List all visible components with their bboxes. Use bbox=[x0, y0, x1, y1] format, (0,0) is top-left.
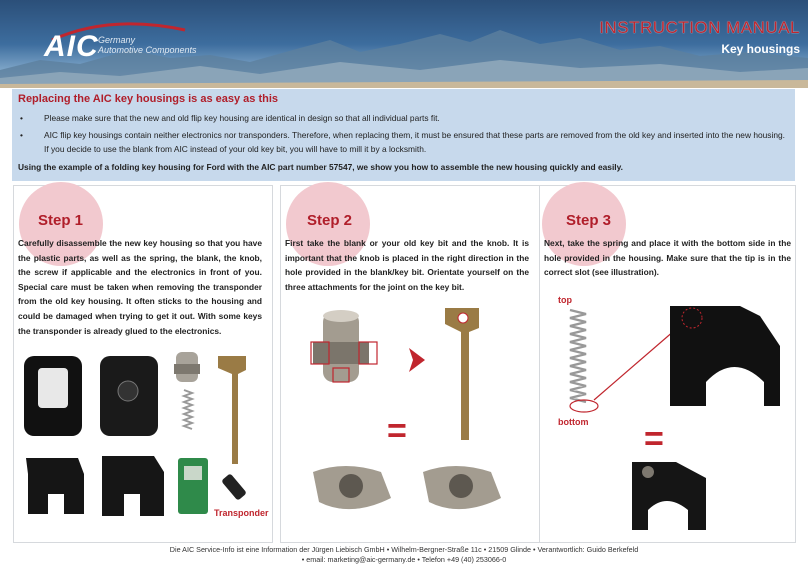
intro-bullet-list bbox=[18, 111, 788, 159]
logo-subtitle bbox=[98, 35, 218, 55]
equals-sign: = bbox=[387, 412, 407, 450]
intro-box bbox=[12, 89, 795, 181]
aic-logo bbox=[44, 30, 197, 64]
manual-title: INSTRUCTION MANUAL bbox=[599, 18, 800, 37]
step-2-knob-and-blade-illustration bbox=[285, 302, 535, 452]
intro-example-note: Using the example of a folding key housing for Ford with the AIC part number 57547, we show you how to assemble the new housing quickly and easily. bbox=[18, 162, 623, 172]
spring-bottom-label: bottom bbox=[558, 417, 589, 427]
footer-line-company: Die AIC Service-Info ist eine Information der Jürgen Liebisch GmbH • Wilhelm-Bergner-Straße 11c • 21509 Glinde • Verantwortlich: Guido Berkefeld bbox=[169, 545, 639, 554]
step-2-assembled-knob-illustration bbox=[305, 458, 515, 528]
equals-sign: = bbox=[644, 420, 664, 458]
spring-top-label: top bbox=[558, 295, 572, 305]
logo-line-components: Automotive Components bbox=[98, 45, 197, 55]
intro-bullet: • AIC flip key housings contain neither electronics nor transponders. Therefore, when replacing them, it must be ensured that these parts are removed from the old key and inserted into the new housing. If you decide to use the blank from AIC instead of your old key bit, you will have to mill it by a locksmith. bbox=[18, 128, 788, 156]
step-3-panel bbox=[539, 185, 796, 543]
header-banner bbox=[0, 0, 808, 88]
footer-line-contact: • email: marketing@aic-germany.de • Telefon +49 (40) 253066-0 bbox=[301, 555, 507, 564]
step-2-text: First take the blank or your old key bit and the knob. It is important that the knob is placed in the right direction in the hole provided in the blank/key bit. Orientate yourself on the three attachments for the joint on the key bit. bbox=[285, 238, 529, 292]
step-3-title: Step 3 bbox=[566, 212, 612, 229]
step-3-text: Next, take the spring and place it with the bottom side in the hole provided in the housing. Make sure that the tip is in the correct slot (see illustration). bbox=[544, 238, 791, 278]
intro-bullet: • Please make sure that the new and old flip key housing are identical in design so that all individual parts fit. bbox=[18, 111, 788, 125]
step-1-text: Carefully disassemble the new key housing so that you have the plastic parts, as well as the spring, the blank, the knob, the screw if applicable and the electronics in front of you. Special care must be taken when removing the transponder from the old key housing. It often sticks to the housing and could be damaged when trying to get it out. With some keys the transponder is already glued to the electronics. bbox=[18, 238, 262, 336]
manual-subtitle: Key housings bbox=[721, 42, 800, 56]
step-1-title: Step 1 bbox=[38, 212, 84, 229]
logo-line-germany: Germany bbox=[98, 35, 136, 45]
step-1-panel bbox=[13, 185, 273, 543]
step-2-title: Step 2 bbox=[307, 212, 353, 229]
logo-text: AIC bbox=[44, 30, 99, 63]
transponder-label: Transponder bbox=[214, 508, 269, 518]
footer bbox=[0, 545, 808, 565]
step-2-panel bbox=[280, 185, 540, 543]
intro-heading: Replacing the AIC key housings is as easy as this bbox=[18, 93, 279, 105]
